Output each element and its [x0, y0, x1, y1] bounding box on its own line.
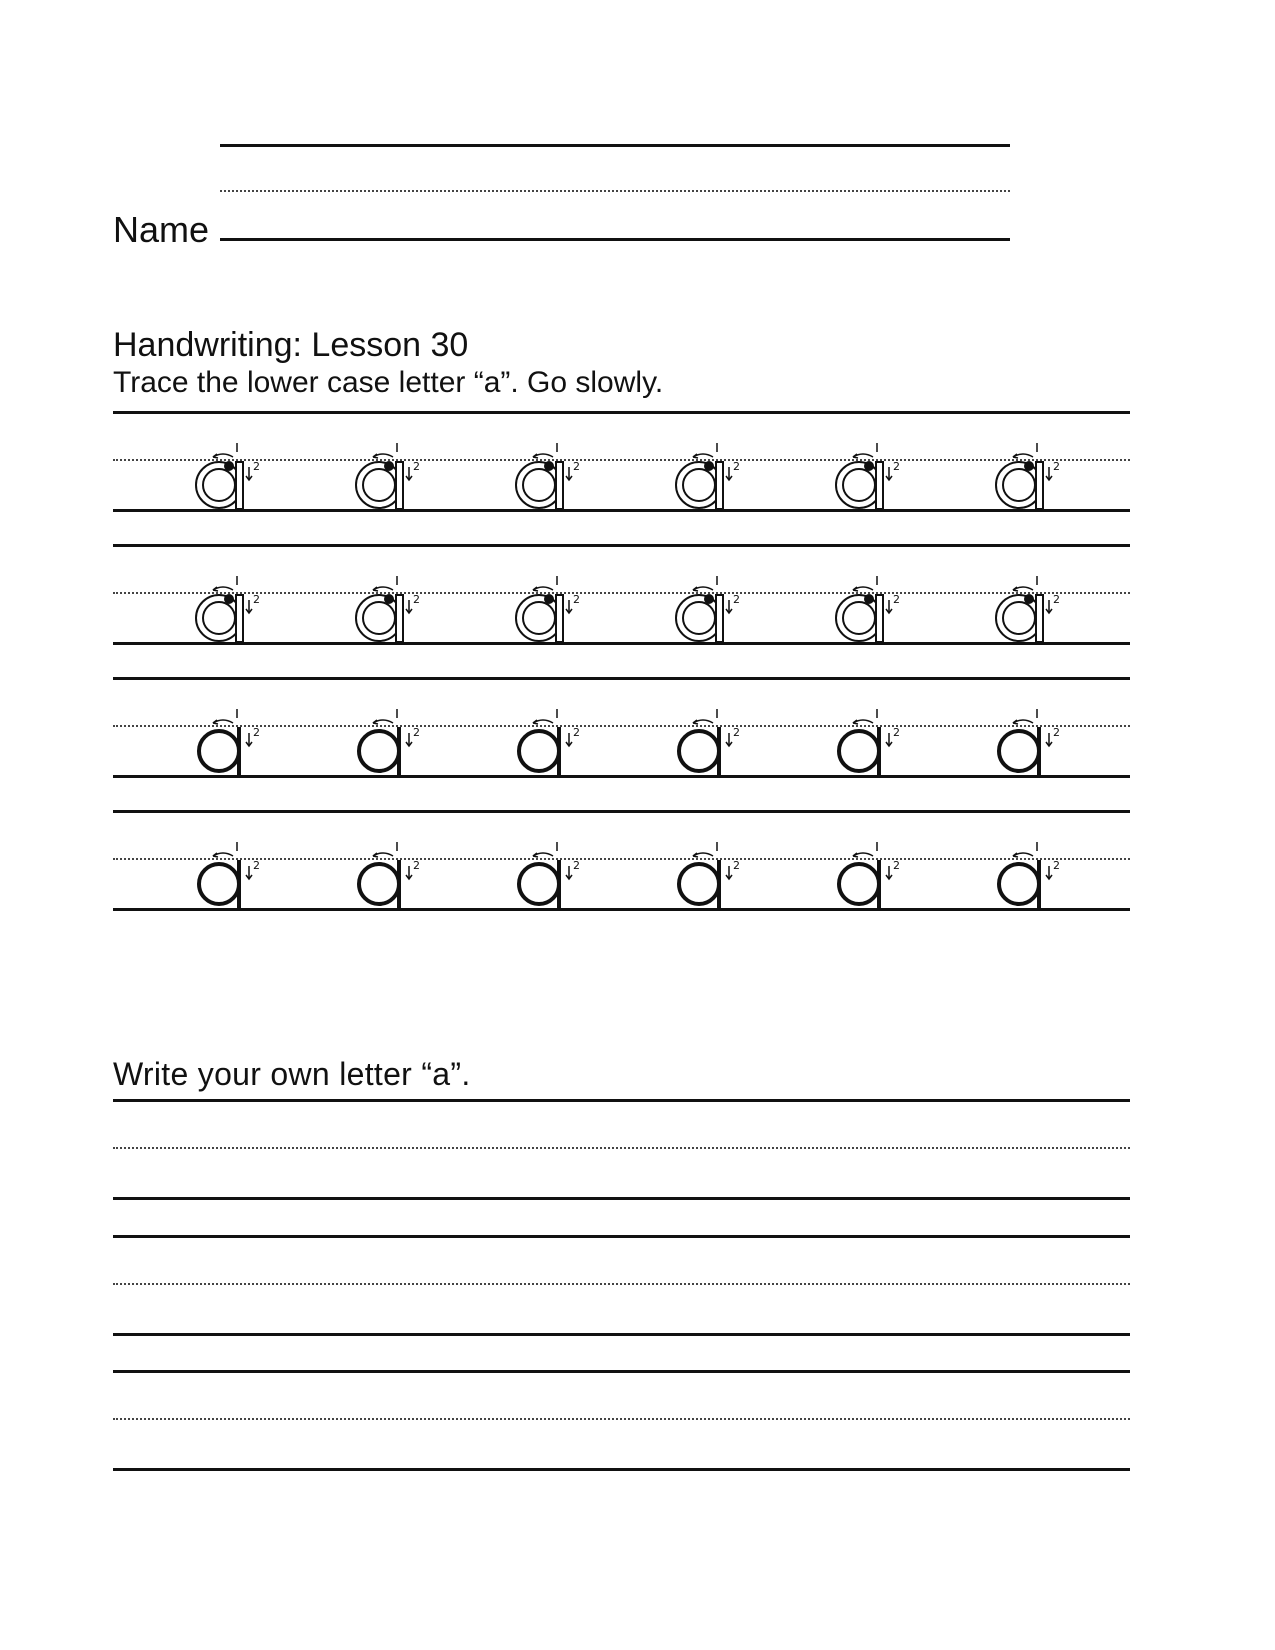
name-field[interactable]: [220, 238, 1010, 241]
practice-row-top-line[interactable]: [113, 1099, 1130, 1102]
start-dot: [384, 461, 394, 471]
stroke-number-2: 2: [893, 859, 900, 872]
practice-row-top-line[interactable]: [113, 1370, 1130, 1373]
practice-row-top-line[interactable]: [113, 1235, 1130, 1238]
stroke-number-2: 2: [253, 593, 260, 606]
stroke-number-2: 2: [413, 859, 420, 872]
stroke-number-2: 2: [733, 460, 740, 473]
letter-a-trace: [663, 838, 743, 918]
tracing-row-midline: [113, 725, 1130, 727]
practice-row-baseline[interactable]: [113, 1197, 1130, 1200]
stroke-number-2: 2: [573, 726, 580, 739]
letter-a-trace: [823, 838, 903, 918]
letter-a-trace: [183, 838, 263, 918]
letter-a-trace: [663, 705, 743, 785]
start-dot: [1024, 594, 1034, 604]
letter-a-trace: [343, 572, 423, 652]
stroke-number-2: 2: [893, 726, 900, 739]
name-top-line: [220, 144, 1010, 147]
tracing-row-baseline: [113, 509, 1130, 512]
letter-a-trace: [183, 705, 263, 785]
tracing-row-midline: [113, 459, 1130, 461]
stroke-number-2: 2: [413, 726, 420, 739]
stroke-number-2: 2: [1053, 593, 1060, 606]
stroke-number-2: 2: [253, 460, 260, 473]
start-dot: [224, 594, 234, 604]
start-dot: [704, 594, 714, 604]
start-dot: [1024, 461, 1034, 471]
tracing-row-top-line: [113, 810, 1130, 813]
tracing-row-midline: [113, 592, 1130, 594]
letter-a-trace: [343, 838, 423, 918]
practice-row-baseline[interactable]: [113, 1468, 1130, 1471]
letter-a-trace: [823, 705, 903, 785]
practice-row-midline[interactable]: [113, 1418, 1130, 1420]
practice-row-baseline[interactable]: [113, 1333, 1130, 1336]
letter-a-trace: [663, 439, 743, 519]
lesson-title: Handwriting: Lesson 30: [113, 326, 469, 364]
letter-a-trace: [343, 705, 423, 785]
letter-a-trace: [983, 572, 1063, 652]
name-midline: [220, 190, 1010, 192]
start-dot: [544, 461, 554, 471]
stroke-number-2: 2: [573, 859, 580, 872]
letter-a-trace: [983, 705, 1063, 785]
start-dot: [224, 461, 234, 471]
letter-a-trace: [343, 439, 423, 519]
tracing-row-baseline: [113, 775, 1130, 778]
letter-a-trace: [663, 572, 743, 652]
tracing-row-midline: [113, 858, 1130, 860]
stroke-number-2: 2: [413, 593, 420, 606]
practice-row-midline[interactable]: [113, 1147, 1130, 1149]
tracing-row-baseline: [113, 642, 1130, 645]
stroke-number-2: 2: [893, 593, 900, 606]
letter-a-trace: [983, 838, 1063, 918]
letter-a-trace: [823, 439, 903, 519]
tracing-row-top-line: [113, 677, 1130, 680]
start-dot: [544, 594, 554, 604]
tracing-row-top-line: [113, 411, 1130, 414]
practice-prompt: Write your own letter “a”.: [113, 1056, 471, 1092]
stroke-number-2: 2: [1053, 726, 1060, 739]
letter-a-trace: [183, 572, 263, 652]
stroke-number-2: 2: [573, 593, 580, 606]
letter-a-trace: [503, 705, 583, 785]
stroke-number-2: 2: [1053, 859, 1060, 872]
letter-a-trace: [823, 572, 903, 652]
practice-row-midline[interactable]: [113, 1283, 1130, 1285]
stroke-number-2: 2: [413, 460, 420, 473]
letter-a-trace: [503, 439, 583, 519]
letter-a-trace: [183, 439, 263, 519]
stroke-number-2: 2: [573, 460, 580, 473]
letter-a-trace: [503, 572, 583, 652]
tracing-row-top-line: [113, 544, 1130, 547]
lesson-instruction: Trace the lower case letter “a”. Go slowly.: [113, 366, 664, 399]
letter-a-trace: [983, 439, 1063, 519]
name-label: Name: [113, 209, 210, 250]
start-dot: [864, 461, 874, 471]
start-dot: [704, 461, 714, 471]
stroke-number-2: 2: [733, 726, 740, 739]
start-dot: [864, 594, 874, 604]
tracing-row-baseline: [113, 908, 1130, 911]
stroke-number-2: 2: [253, 726, 260, 739]
stroke-number-2: 2: [733, 593, 740, 606]
start-dot: [384, 594, 394, 604]
stroke-number-2: 2: [1053, 460, 1060, 473]
stroke-number-2: 2: [733, 859, 740, 872]
stroke-number-2: 2: [893, 460, 900, 473]
stroke-number-2: 2: [253, 859, 260, 872]
letter-a-trace: [503, 838, 583, 918]
